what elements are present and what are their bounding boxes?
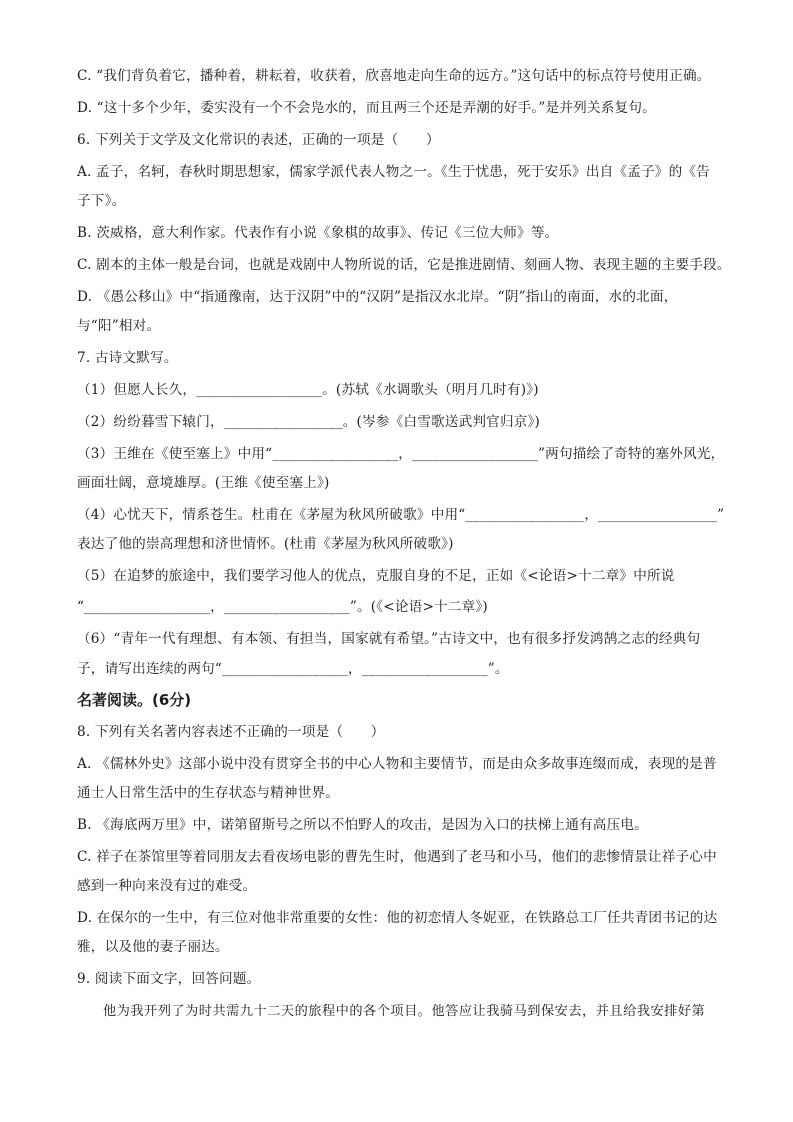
- q6-option-d-cont: 与“阳”相对。: [77, 318, 161, 334]
- q7-item-5: （5）在追梦的旅途中，我们要学习他人的优点，克服自身的不足，正如《<论语>十二章》中所说: [77, 568, 675, 584]
- q7-item-2: （2）纷纷暮雪下辕门，_________________。(岑参《白雪歌送武判官归京》): [77, 414, 541, 430]
- section-title-classics: 名著阅读。(6分): [77, 691, 192, 709]
- q7-item-4: （4）心忧天下，情系苍生。杜甫在《茅屋为秋风所破歌》中用“_________________，_________________”: [77, 507, 725, 523]
- q6-option-a: A. 孟子，名轲，春秋时期思想家，儒家学派代表人物之一。《生于忧患，死于安乐》出自《孟子》的《告: [77, 164, 710, 180]
- q6-option-c: C. 剧本的主体一般是台词，也就是戏剧中人物所说的话，它是推进剧情、刻画人物、表现主题的主要手段。: [77, 257, 731, 273]
- q7-item-4-cont: 表达了他的崇高理想和济世情怀。(杜甫《茅屋为秋风所破歌》): [77, 536, 454, 552]
- question-8-stem: 8. 下列有关名著内容表述不正确的一项是（ ）: [77, 724, 385, 740]
- q7-item-6-cont: 子，请写出连续的两句“__________________，__________________”。: [77, 661, 509, 677]
- q8-option-d-cont: 雅，以及他的妻子丽达。: [77, 939, 229, 955]
- q7-item-3: （3）王维在《使至塞上》中用“__________________，__________________”两句描绘了奇特的塞外风光，: [77, 446, 725, 462]
- q8-option-c: C. 祥子在茶馆里等着同朋友去看夜场电影的曹先生时，他遇到了老马和小马，他们的悲惨情景让祥子心中: [77, 849, 717, 865]
- q6-option-d: D. 《愚公移山》中“指通豫南，达于汉阴”中的“汉阴”是指汉水北岸。“阴”指山的南面，水的北面，: [77, 289, 678, 305]
- question-9-stem: 9. 阅读下面文字，回答问题。: [77, 971, 261, 987]
- q8-option-a: A. 《儒林外史》这部小说中没有贯穿全书的中心人物和主要情节，而是由众多故事连缀而成，表现的是普: [77, 756, 717, 772]
- q6-option-b: B. 茨威格，意大利作家。代表作有小说《象棋的故事》、传记《三位大师》等。: [77, 225, 559, 241]
- reading-passage: 他为我开列了为时共需九十二天的旅程中的各个项目。他答应让我骑马到保安去，并且给我安排好第: [103, 1004, 706, 1019]
- q6-option-a-cont: 子下》。: [77, 193, 126, 209]
- option-c-punctuation: C. “我们背负着它，播种着，耕耘着，收获着，欣喜地走向生命的远方。”这句话中的标点符号使用正确。: [77, 68, 711, 84]
- q7-item-5-cont: “__________________，__________________”。(《<论语>十二章》): [77, 599, 488, 615]
- q7-item-3-cont: 画面壮阔，意境雄厚。(王维《使至塞上》): [77, 475, 330, 491]
- q7-item-6: （6）“青年一代有理想、有本领、有担当，国家就有希望。”古诗文中，也有很多抒发鸿鹄之志的经典句: [77, 631, 701, 647]
- q7-item-1: （1）但愿人长久，__________________。(苏轼《水调歌头（明月几时有)》): [77, 382, 539, 398]
- q8-option-a-cont: 通士人日常生活中的生存状态与精神世界。: [77, 785, 340, 801]
- question-7-stem: 7. 古诗文默写。: [77, 350, 178, 366]
- question-6-stem: 6. 下列关于文学及文化常识的表述，正确的一项是（ ）: [77, 132, 440, 148]
- option-d-complex-sentence: D. “这十多个少年，委实没有一个不会凫水的，而且两三个还是弄潮的好手。”是并列关系复句。: [77, 100, 656, 116]
- q8-option-d: D. 在保尔的一生中，有三位对他非常重要的女性：他的初恋情人冬妮亚，在铁路总工厂任共青团书记的达: [77, 910, 718, 926]
- q8-option-c-cont: 感到一种向来没有过的难受。: [77, 878, 257, 894]
- q8-option-b: B. 《海底两万里》中，诺第留斯号之所以不怕野人的攻击，是因为入口的扶梯上通有高压电。: [77, 817, 648, 833]
